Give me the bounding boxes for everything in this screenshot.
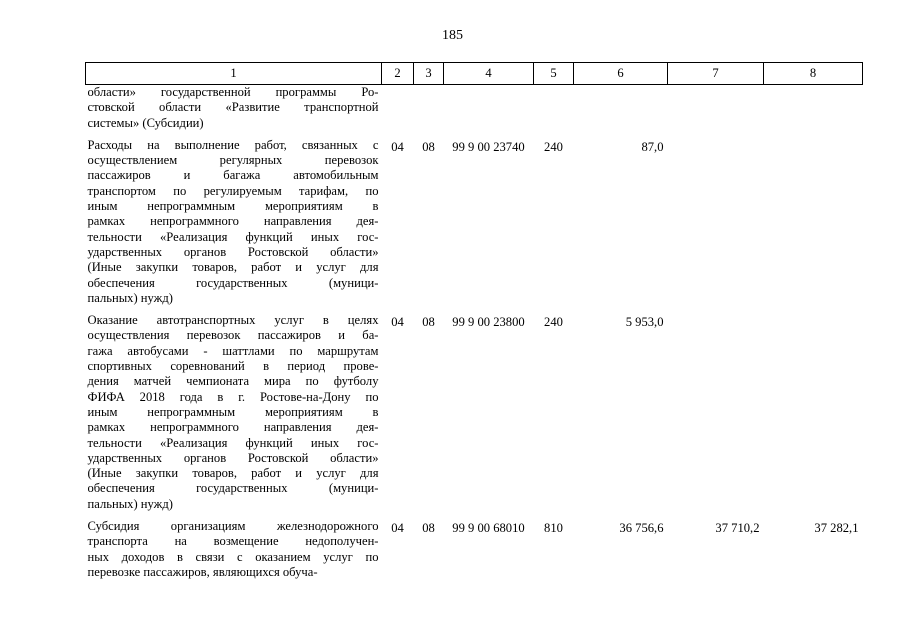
description-line: (Иные закупки товаров, работ и услуг для <box>87 260 379 275</box>
row-spacer-cell <box>86 306 863 313</box>
subsection-code: 08 <box>422 139 435 154</box>
description-line: тельности «Реализация функций иных гос- <box>87 435 379 450</box>
description-line: спортивных соревнований в период прове- <box>87 359 379 374</box>
column-header-8: 8 <box>764 63 863 85</box>
subsection-code: 08 <box>422 315 435 330</box>
subsection-code: 08 <box>422 521 435 536</box>
amount-col-7 <box>668 313 764 512</box>
row-description <box>86 138 382 306</box>
description-line: пальных) нужд) <box>87 496 173 511</box>
amount-col-7 <box>668 138 764 306</box>
amount-col-8 <box>764 313 863 512</box>
budget-table <box>85 62 863 580</box>
row-description <box>86 519 382 580</box>
description-line: Субсидия организациям железнодорожного <box>87 519 379 534</box>
description-line: ных доходов в связи с оказанием услуг по <box>87 549 379 564</box>
target-item-code: 99 9 00 23740 <box>452 139 525 154</box>
column-header-5: 5 <box>534 63 574 85</box>
target-item-code <box>444 85 534 131</box>
description-line: гажа автобусами - шаттлами по маршрутам <box>87 343 379 358</box>
amount-col-6: 87,0 <box>641 139 664 154</box>
row-spacer <box>86 131 863 138</box>
description-line: (Иные закупки товаров, работ и услуг для <box>87 466 379 481</box>
table-body <box>86 85 863 581</box>
column-header-7: 7 <box>668 63 764 85</box>
amount-col-8: 37 282,1 <box>814 521 859 536</box>
column-header-3: 3 <box>414 63 444 85</box>
table-row <box>86 138 863 306</box>
description-line: пассажиров и багажа автомобильным <box>87 168 379 183</box>
table-row <box>86 313 863 512</box>
section-code: 04 <box>391 521 404 536</box>
amount-col-6: 5 953,0 <box>625 315 664 330</box>
row-spacer-cell <box>86 131 863 138</box>
description-line: осуществлением регулярных перевозок <box>87 153 379 168</box>
description-line: дения матчей чемпионата мира по футболу <box>87 374 379 389</box>
description-line: транспортом по регулируемым тарифам, по <box>87 183 379 198</box>
description-line: области» государственной программы Ро- <box>87 85 379 99</box>
target-item-code: 99 9 00 23800 <box>452 315 525 330</box>
description-line: транспорта на возмещение недополучен- <box>87 534 379 549</box>
expense-type-code: 810 <box>544 521 563 536</box>
row-spacer-cell <box>86 512 863 519</box>
amount-col-7 <box>668 85 764 131</box>
description-line: обеспечения государственных (муници- <box>87 481 379 496</box>
expense-type-code: 240 <box>544 139 563 154</box>
table-row <box>86 85 863 131</box>
row-description <box>86 313 382 512</box>
amount-col-8 <box>764 85 863 131</box>
row-spacer <box>86 306 863 313</box>
description-line: Расходы на выполнение работ, связанных с <box>87 137 379 152</box>
column-header-6: 6 <box>574 63 668 85</box>
description-line: ударственных органов Ростовской области» <box>87 450 379 465</box>
row-spacer <box>86 512 863 519</box>
amount-col-8 <box>764 138 863 306</box>
amount-col-7: 37 710,2 <box>715 521 760 536</box>
section-code: 04 <box>391 139 404 154</box>
section-code: 04 <box>391 315 404 330</box>
amount-col-6: 36 756,6 <box>619 521 664 536</box>
expense-type-code: 240 <box>544 315 563 330</box>
description-line: ФИФА 2018 года в г. Ростове-на-Дону по <box>87 389 379 404</box>
description-line: перевозке пассажиров, являющихся обуча- <box>87 564 318 579</box>
section-code <box>382 85 414 131</box>
expense-type-code <box>534 85 574 131</box>
target-item-code: 99 9 00 68010 <box>452 521 525 536</box>
description-line: обеспечения государственных (муници- <box>87 275 379 290</box>
description-line: пальных) нужд) <box>87 290 173 305</box>
description-line: ударственных органов Ростовской области» <box>87 244 379 259</box>
description-line: тельности «Реализация функций иных гос- <box>87 229 379 244</box>
table-row <box>86 519 863 580</box>
description-line: Оказание автотранспортных услуг в целях <box>87 313 379 328</box>
column-header-1: 1 <box>86 63 382 85</box>
description-line: рамках непрограммного направления дея- <box>87 214 379 229</box>
column-header-2: 2 <box>382 63 414 85</box>
description-line: иным непрограммным мероприятиям в <box>87 199 379 214</box>
table-header <box>86 63 863 85</box>
description-line: системы» (Субсидии) <box>87 115 204 130</box>
description-line: рамках непрограммного направления дея- <box>87 420 379 435</box>
subsection-code <box>414 85 444 131</box>
description-line: иным непрограммным мероприятиям в <box>87 404 379 419</box>
page-number: 185 <box>442 28 463 43</box>
description-line: стовской области «Развитие транспортной <box>87 100 379 115</box>
amount-col-6 <box>574 85 668 131</box>
description-line: осуществления перевозок пассажиров и ба- <box>87 328 379 343</box>
row-description <box>86 85 382 131</box>
column-header-4: 4 <box>444 63 534 85</box>
column-numbers-row <box>86 63 863 85</box>
